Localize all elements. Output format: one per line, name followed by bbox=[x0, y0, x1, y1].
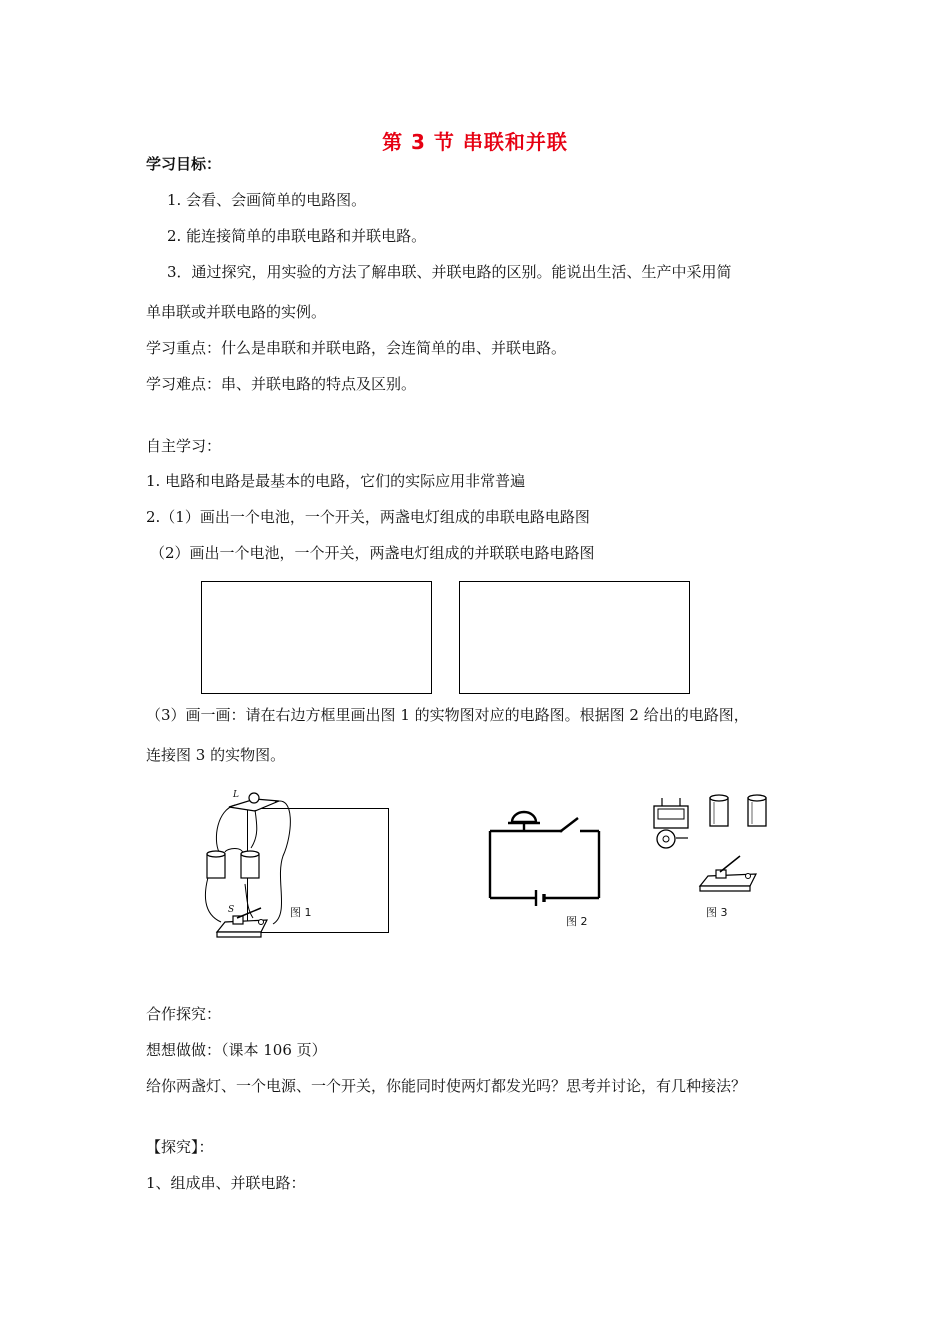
objective-item: 1. 会看、会画简单的电路图。 bbox=[167, 191, 367, 209]
difficulty: 学习难点：串、并联电路的特点及区别。 bbox=[146, 375, 417, 393]
answer-box-series[interactable] bbox=[201, 581, 432, 694]
objective-item: 3．通过探究，用实验的方法了解串联、并联电路的区别。能说出生活、生产中采用简 bbox=[167, 263, 732, 281]
question-2-2: （2）画出一个电池，一个开关，两盏电灯组成的并联联电路电路图 bbox=[150, 544, 595, 562]
cooperation-heading: 合作探究： bbox=[146, 1005, 222, 1023]
fig1-caption: 图 1 bbox=[290, 906, 312, 919]
fig3-caption: 图 3 bbox=[706, 906, 728, 919]
fig2-circuit-diagram bbox=[486, 806, 606, 916]
explore-heading: 【探究】： bbox=[146, 1138, 214, 1156]
cooperation-question: 给你两盏灯、一个电源、一个开关，你能同时使两灯都发光吗？思考并讨论，有几种接法？ bbox=[146, 1077, 747, 1095]
fig1-physical-circuit bbox=[195, 784, 305, 944]
objectives-heading: 学习目标： bbox=[146, 155, 222, 173]
objective-item: 2. 能连接简单的串联电路和并联电路。 bbox=[167, 227, 427, 245]
lamp-label: L bbox=[233, 790, 239, 800]
explore-item-1: 1、组成串、并联电路： bbox=[146, 1174, 306, 1192]
question-1: 1. 电路和电路是最基本的电路，它们的实际应用非常普遍 bbox=[146, 472, 526, 490]
answer-box-parallel[interactable] bbox=[459, 581, 690, 694]
switch-label: S bbox=[228, 905, 235, 915]
self-study-heading: 自主学习： bbox=[146, 437, 222, 455]
fig2-caption: 图 2 bbox=[566, 915, 588, 928]
think-and-do: 想想做做：（课本 106 页） bbox=[146, 1041, 327, 1059]
page-title: 第 3 节 串联和并联 bbox=[382, 130, 568, 154]
question-3-line1: （3）画一画：请在右边方框里画出图 1 的实物图对应的电路图。根据图 2 给出的电路图， bbox=[146, 706, 749, 724]
fig3-components bbox=[648, 790, 778, 900]
question-2-1: 2.（1）画出一个电池，一个开关，两盏电灯组成的串联电路电路图 bbox=[146, 508, 590, 526]
question-3-line2: 连接图 3 的实物图。 bbox=[146, 746, 286, 764]
key-point: 学习重点：什么是串联和并联电路，会连简单的串、并联电路。 bbox=[146, 339, 567, 357]
objective-item-continued: 单串联或并联电路的实例。 bbox=[146, 303, 327, 321]
